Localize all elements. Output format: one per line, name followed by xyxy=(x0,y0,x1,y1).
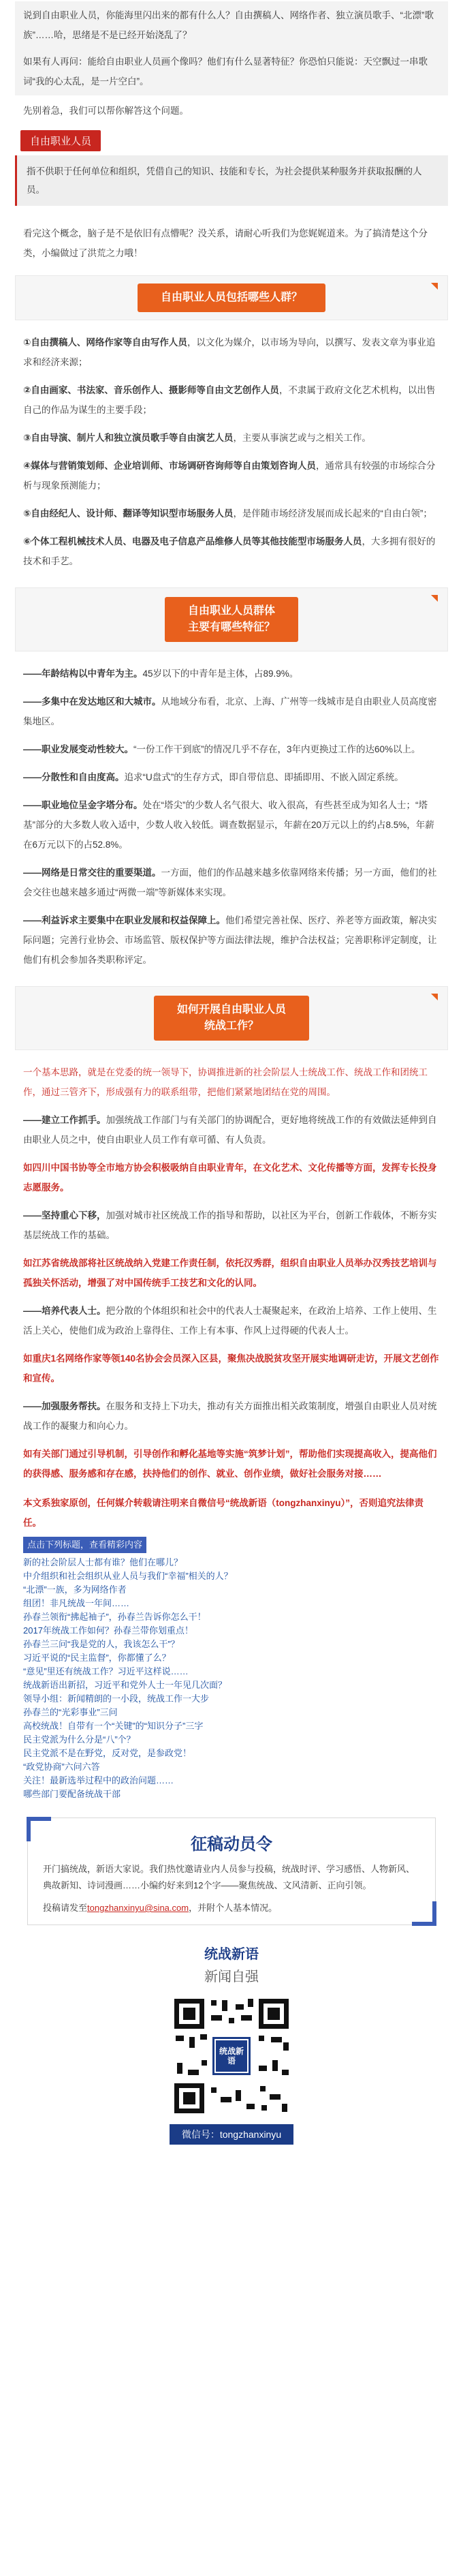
intro-paragraph-2: 如果有人再问：能给自由职业人员画个像吗？他们有什么显著特征？你恐怕只能说：天空飘过一串歌词“我的心太乱，是一片空白”。 xyxy=(23,57,428,87)
banner-corner-icon xyxy=(431,283,438,290)
related-link[interactable]: “北漂”一族，多为网络作者 xyxy=(23,1584,127,1595)
section1-item xyxy=(0,333,463,372)
section3-title-block xyxy=(154,996,309,1041)
link-list xyxy=(23,1556,440,1801)
after-definition-paragraph: 看完这个概念，脑子是不是依旧有点懵呢？没关系，请耐心听我们为您娓娓道来。为了搞清楚这个分类，小编做过了洪荒之力哦！ xyxy=(23,228,428,258)
section2-title-line2: 主要有哪些特征？ xyxy=(187,622,276,633)
section2-item-text: 他们希望完善社保、医疗、养老等方面政策，解决实际问题；完善行业协会、市场监管、版权保护等方面法律法规，维护合法权益；完善职称评定制度，让他们有机会参加各类职称评定。 xyxy=(23,915,437,965)
section3-item-text: 加强对城市社区统战工作的指导和帮助，以社区为平台，创新工作载体，不断夯实基层统战工作的基础。 xyxy=(23,1210,437,1240)
section3-item-heading: ——培养代表人士。 xyxy=(23,1306,106,1316)
section3-item xyxy=(0,1444,463,1484)
section3-item-heading: 如四川中国书协等全市地方协会积极吸纳自由职业青年，在文化艺术、文化传播等方面，发挥专长投身志愿服务。 xyxy=(23,1163,437,1193)
section3-item xyxy=(0,1396,463,1436)
section1-item-text: ，不隶属于政府文化艺术机构，以出售自己的作品为谋生的主要手段； xyxy=(23,385,436,415)
post-email-link[interactable]: tongzhanxinyu@sina.com xyxy=(87,1903,189,1913)
section2-item xyxy=(0,863,463,902)
banner-corner-icon xyxy=(431,595,438,602)
section3-item xyxy=(0,1158,463,1197)
related-link[interactable]: 哪些部门要配备统战干部 xyxy=(23,1789,121,1799)
section2-item-heading: ——职业地位呈金字塔分布。 xyxy=(23,800,143,810)
call-for-posts xyxy=(27,1818,436,1925)
post-email-prefix: 投稿请发至 xyxy=(43,1903,88,1913)
section2-list xyxy=(0,664,463,970)
section2-item-heading: ——分散性和自由度高。 xyxy=(23,772,125,782)
corner-decoration-icon xyxy=(412,1901,436,1926)
section1-item-text: ，以文化为媒介，以市场为导向，以撰写、发表文章为事业追求和经济来源； xyxy=(23,337,436,367)
section3-list xyxy=(0,1110,463,1484)
section1-item-heading: ③自由导演、制片人和独立演员歌手等自由演艺人员 xyxy=(23,433,234,443)
section2-item-heading: ——年龄结构以中青年为主。 xyxy=(23,669,143,679)
section1-list xyxy=(0,333,463,571)
section3-title: 如何开展自由职业人员 xyxy=(176,1004,287,1015)
section1-item-heading: ⑥个体工程机械技术人员、电器及电子信息产品维修人员等其他技能型市场服务人员 xyxy=(23,536,362,547)
section2-item xyxy=(0,692,463,731)
section3-banner xyxy=(15,986,448,1050)
section2-item xyxy=(0,767,463,787)
section3-intro-text: 一个基本思路，就是在党委的统一领导下，协调推进新的社会阶层人士统战工作、统战工作和团统工作，通过三管齐下，形成强有力的联系组带，把他们紧紧地团结在党的周围。 xyxy=(23,1067,428,1097)
section3-item xyxy=(0,1253,463,1293)
section3-item-heading: ——建立工作抓手。 xyxy=(23,1115,106,1125)
section1-item xyxy=(0,380,463,420)
section2-title: 自由职业人员群体 xyxy=(187,605,276,617)
section1-item-heading: ⑤自由经纪人、设计师、翻译等知识型市场服务人员 xyxy=(23,508,234,519)
section1-item-heading: ②自由画家、书法家、音乐创作人、摄影师等自由文艺创作人员 xyxy=(23,385,279,395)
section2-item-text: 一方面，他们的作品越来越多依靠网络来传播；另一方面，他们的社会交往也越来越多通过“两微一端”等新媒体来实现。 xyxy=(23,868,437,898)
footer-brand: 统战新语 xyxy=(204,1947,259,1962)
footer xyxy=(0,1943,463,2145)
related-link[interactable]: “意见”里还有统战工作？习近平这样说…… xyxy=(23,1666,189,1676)
section2-item-text: 从地域分布看，北京、上海、广州等一线城市是自由职业人员高度密集地区。 xyxy=(23,696,437,726)
section2-item-heading: ——网络是日常交往的重要渠道。 xyxy=(23,868,161,878)
footer-slogan: 新闻自强 xyxy=(204,1969,259,1984)
section2-item-text: 45岁以下的中青年是主体，占89.9%。 xyxy=(142,669,299,679)
related-link[interactable]: 孙春兰的“光彩事业”三问 xyxy=(23,1707,118,1717)
section3-intro xyxy=(0,1062,463,1102)
post-body: 开门搞统战，新语大家说。我们热忱邀请业内人员参与投稿，统战时评、学习感悟、人物新风、典故新知、诗词漫画……小编约好来到12个字——聚焦统战、文风清新、正向引领。 xyxy=(43,1864,415,1890)
section3-item-heading: 如重庆1名网络作家等领140名协会会员深入区县，聚焦决战脱贫攻坚开展实地调研走访，开展文艺创作和宣传。 xyxy=(23,1353,439,1383)
section1-item xyxy=(0,428,463,448)
related-link[interactable]: 新的社会阶层人士都有谁？他们在哪儿？ xyxy=(23,1557,183,1567)
section3-item xyxy=(0,1349,463,1388)
section1-banner xyxy=(15,275,448,320)
section1-item-text: ，主要从事演艺或与之相关工作。 xyxy=(233,433,371,443)
section1-item-text: ，大多拥有很好的技术和手艺。 xyxy=(23,536,436,566)
section2-item-heading: ——利益诉求主要集中在职业发展和权益保障上。 xyxy=(23,915,225,925)
banner-corner-icon xyxy=(431,994,438,1000)
section3-item xyxy=(0,1110,463,1150)
copyright-notice xyxy=(0,1493,463,1533)
section3-title-line2: 统战工作？ xyxy=(204,1020,259,1032)
section1-item-heading: ④媒体与营销策划师、企业培训师、市场调研咨询师等自由策划咨询人员 xyxy=(23,461,316,471)
post-email-suffix: ，并附个人基本情况。 xyxy=(189,1903,278,1913)
section3-item-heading: 如江苏省统战部将社区统战纳入党建工作责任制，依托汉秀群，组织自由职业人员举办汉秀技艺培训与孤独关怀活动，增强了对中国传统手工技艺和文化的认同。 xyxy=(23,1258,437,1288)
section2-item-heading: ——多集中在发达地区和大城市。 xyxy=(23,696,161,707)
section3-item-heading: 如有关部门通过引导机制，引导创作和孵化基地等实施“筑梦计划”，帮助他们实现提高收入，提高他们的获得感、服务感和存在感，扶持他们的创作、就业、创作业绩，做好社会服务对接…… xyxy=(23,1449,437,1479)
related-link[interactable]: 关注！最新选举过程中的政治问题…… xyxy=(23,1775,174,1785)
related-link[interactable]: 2017年统战工作如何？孙春兰带你划重点！ xyxy=(23,1625,193,1636)
post-title: 征稿动员令 xyxy=(191,1835,272,1854)
wechat-id-badge: 微信号：tongzhanxinyu xyxy=(170,2124,293,2145)
related-link[interactable]: 统战新语出新招，习近平和党外人士一年见几次面？ xyxy=(23,1680,227,1690)
section1-item-text: ，通常具有较强的市场综合分析与现象预测能力； xyxy=(23,461,436,491)
section1-item xyxy=(0,504,463,523)
section1-item xyxy=(0,456,463,495)
corner-decoration-icon xyxy=(27,1817,51,1841)
tag-freelancer: 自由职业人员 xyxy=(20,130,101,151)
section2-item xyxy=(0,795,463,855)
related-links xyxy=(0,1537,463,1801)
copyright-text: 本文系独家原创，任何媒介转载请注明来自微信号“统战新语（tongzhanxinyu）”，否则追究法律责任。 xyxy=(23,1498,424,1528)
related-link[interactable]: 高校统战！自带有一个“关键”的“知识分子”三字 xyxy=(23,1721,204,1731)
section1-item-heading: ①自由撰稿人、网络作家等自由写作人员 xyxy=(23,337,187,348)
section3-item-text: 把分散的个体组织和社会中的代表人士凝聚起来，在政治上培养、工作上使用、生活上关心，使他们成为政治上靠得住、工作上有本事、作风上过得硬的代表人士。 xyxy=(23,1306,437,1336)
related-link[interactable]: 领导小组：新闻精朗的一小段，统战工作一大步 xyxy=(23,1693,210,1704)
section1-item xyxy=(0,532,463,571)
related-link[interactable]: 中介组织和社会组织从业人员与我们“幸福”相关的人？ xyxy=(23,1571,233,1581)
section3-item-heading: ——坚持重心下移， xyxy=(23,1210,106,1221)
section2-item xyxy=(0,910,463,970)
intro-paragraph-3: 先别着急，我们可以帮你解答这个问题。 xyxy=(23,106,189,116)
section3-item xyxy=(0,1301,463,1340)
intro-paragraph-1: 说到自由职业人员，你能海里闪出来的都有什么人？自由撰稿人、网络作者、独立演员歌手、“北漂”歌族”……哈，思绪是不是已经开始浇乱了？ xyxy=(23,10,434,40)
related-link[interactable]: 孙春兰领衔“拂起袖子”，孙春兰告诉你怎么干！ xyxy=(23,1612,206,1622)
section2-item-heading: ——职业发展变动性较大。 xyxy=(23,744,133,754)
related-link[interactable]: “政党协商”六问六答 xyxy=(23,1762,100,1772)
post-email-line xyxy=(43,1901,420,1914)
related-link[interactable]: 民主党派不是在野党，反对党，是参政党！ xyxy=(23,1748,192,1758)
related-link[interactable]: 孙春兰三问“我是党的人，我该怎么干”？ xyxy=(23,1639,180,1649)
section3-item-text: 在服务和支持上下功夫，推动有关方面推出相关政策制度，增强自由职业人员对统战工作的凝聚力和向心力。 xyxy=(23,1401,437,1431)
section3-item-text: 加强统战工作部门与有关部门的协调配合，更好地将统战工作的有效做法延伸到自由职业人员之中，使自由职业人员工作有章可循、有人负责。 xyxy=(23,1115,437,1145)
section2-item-text: “一份工作干到底”的情况几乎不存在，3年内更换过工作的达60%以上。 xyxy=(133,744,421,754)
related-link[interactable]: 组团！非凡统战一年间…… xyxy=(23,1598,130,1608)
qr-center-logo: 统战新语 xyxy=(219,2046,244,2066)
section1-item-text: ，是伴随市场经济发展而成长起来的“自由白领”； xyxy=(233,508,432,519)
definition-box: 指不供职于任何单位和组织，凭借自己的知识、技能和专长，为社会提供某种服务并获取报酬的人员。 xyxy=(15,155,448,206)
section3-item xyxy=(0,1206,463,1245)
section2-title-block xyxy=(165,597,298,642)
related-link[interactable]: 习近平说的“民主监督”，你都懂了么？ xyxy=(23,1653,171,1663)
section1-title: 自由职业人员包括哪些人群？ xyxy=(138,283,325,312)
section2-item-text: 追求“U盘式”的生存方式，即自带信息、即插即用、不嵌入固定系统。 xyxy=(124,772,404,782)
related-links-button[interactable]: 点击下列标题，查看精彩内容 xyxy=(23,1537,146,1553)
intro-box xyxy=(15,1,448,95)
section2-item xyxy=(0,664,463,684)
qr-code-icon xyxy=(170,1995,293,2117)
section2-banner xyxy=(15,587,448,651)
related-link[interactable]: 民主党派为什么分是“八”个？ xyxy=(23,1734,135,1745)
section3-item-heading: ——加强服务帮扶。 xyxy=(23,1401,106,1411)
section2-item xyxy=(0,739,463,759)
section2-item-text: 处在“塔尖”的少数人名气很大、收入很高，有些甚至成为知名人士；“塔基”部分的大多数人收入适中，少数人收入较低。调查数据显示，年薪在20万元以上的约占8.5%，年薪在6万元以下的占52.8%。 xyxy=(23,800,434,850)
